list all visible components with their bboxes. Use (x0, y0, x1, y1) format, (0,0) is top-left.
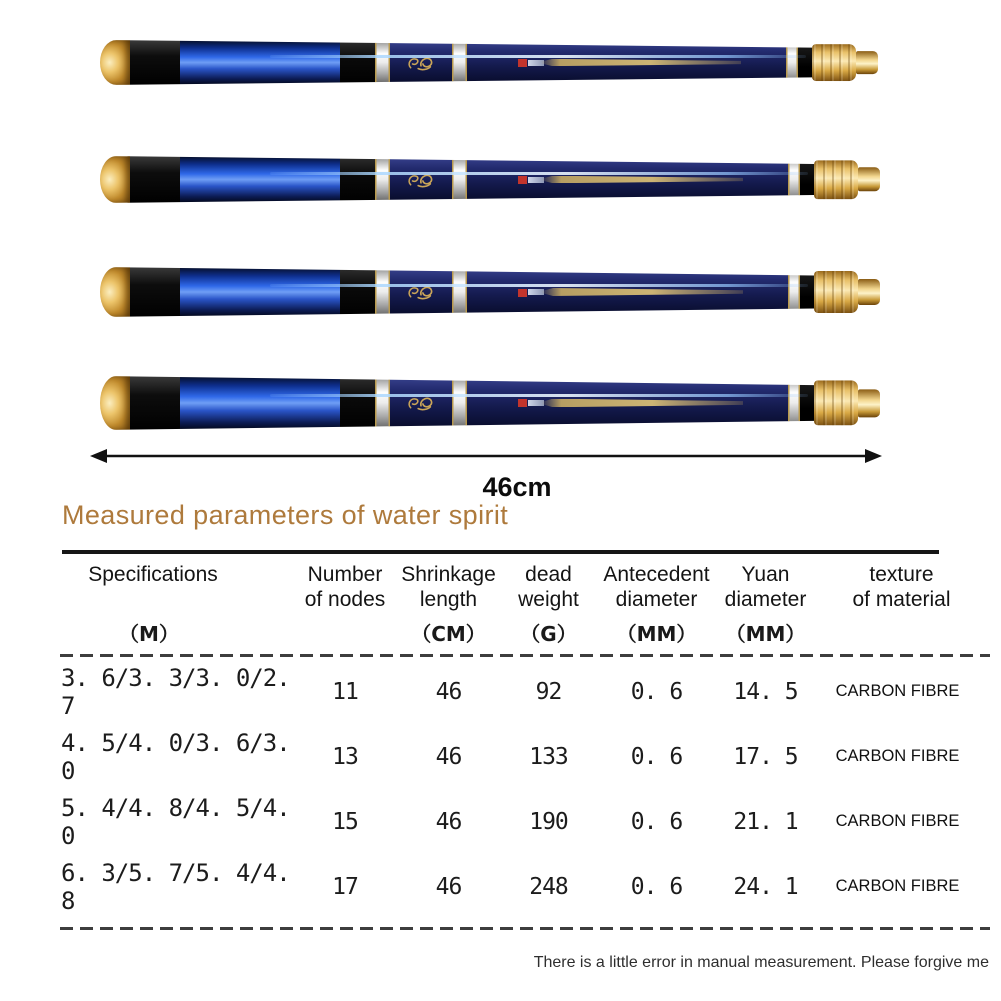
unit-cell: （MM） (725, 622, 806, 646)
table-body (60, 659, 990, 919)
table-cell: 190 (529, 808, 568, 835)
fishing-rod-1 (100, 40, 878, 85)
unit-cell: （MM） (616, 622, 697, 646)
measurement-label: 46cm (482, 472, 552, 502)
column-header-shrinkage-length: Shrinkage length (401, 563, 496, 611)
rod-butt-cap (100, 40, 130, 85)
rod-grip-blue (180, 40, 340, 85)
rod-grip-blue (180, 156, 340, 203)
rod-gold-tip (814, 271, 880, 313)
section-title: Measured parameters of water spirit (62, 500, 509, 530)
brand-logo-icon (405, 170, 437, 190)
spec-table (60, 550, 990, 930)
table-cell: CARBON FIBRE (835, 877, 960, 895)
table-cell: 13 (332, 743, 358, 770)
rod-end-silver-ring (788, 156, 800, 203)
table-cell: 46 (435, 678, 462, 705)
rod-grip-black (130, 156, 180, 203)
rod-red-marking (518, 289, 527, 297)
rod-gold-marking (541, 288, 743, 296)
rod-end-black-ring (800, 376, 814, 430)
rod-end-silver-ring (788, 376, 800, 430)
rod-silver-ring (375, 267, 390, 317)
rod-gold-marking (540, 59, 741, 66)
rod-silver-ring (452, 40, 467, 85)
table-cell: 14. 5 (733, 678, 798, 705)
rod-silver-ring (452, 156, 467, 203)
rod-black-band (340, 267, 375, 317)
rod-gold-tip-cone (814, 380, 858, 425)
brand-logo-icon (405, 282, 437, 302)
table-cell: 15 (332, 808, 358, 835)
rod-body (100, 40, 812, 85)
column-header-dead-weight: dead weight (518, 563, 579, 611)
rod-end-black-ring (798, 40, 812, 85)
table-cell: CARBON FIBRE (835, 682, 960, 700)
rod-body (100, 156, 814, 203)
rod-gold-tip-cone (814, 160, 858, 199)
fishing-rod-3 (100, 267, 880, 317)
rod-gold-tip-end (856, 51, 878, 74)
rod-silver-ring (452, 376, 467, 430)
rod-logo-section (390, 40, 452, 85)
rod-end-silver-ring (786, 40, 798, 85)
column-header-number-of-nodes: Number of nodes (304, 563, 386, 611)
rod-silver-ring (375, 40, 390, 85)
table-cell: 0. 6 (630, 808, 683, 835)
rod-gold-marking (541, 399, 743, 408)
unit-cell (290, 612, 400, 648)
table-cell: 21. 1 (733, 808, 798, 835)
table-cell: 11 (332, 678, 358, 705)
rod-butt-cap (100, 156, 130, 203)
column-header-specifications: Specifications (88, 563, 218, 586)
rod-gold-tip (814, 160, 880, 199)
rod-blank-navy (467, 267, 788, 317)
rod-gold-tip-end (858, 389, 880, 417)
rod-body (100, 267, 814, 317)
rod-grip-black (130, 40, 180, 85)
double-arrow-icon (90, 444, 882, 468)
table-header-row (60, 554, 990, 612)
table-cell: 24. 1 (733, 873, 798, 900)
table-cell: 3. 6/3. 3/3. 0/2. 7 (61, 663, 290, 720)
table-cell: 17 (332, 873, 358, 900)
rod-black-band (340, 376, 375, 430)
table-cell: 133 (529, 743, 568, 770)
table-bottom-border (60, 927, 990, 930)
rod-logo-section (390, 267, 452, 317)
rod-blank-navy (467, 376, 788, 430)
table-cell: 0. 6 (630, 678, 683, 705)
rod-butt-cap (100, 376, 130, 430)
rod-gold-tip-cone (814, 271, 858, 313)
brand-logo-icon (405, 393, 437, 413)
rod-black-band (340, 40, 375, 85)
rod-grip-black (130, 267, 180, 317)
rod-gold-tip-end (858, 167, 880, 191)
rod-red-marking (518, 176, 527, 184)
rod-grip-blue (180, 376, 340, 430)
rod-gold-tip-cone (812, 44, 856, 82)
table-cell: CARBON FIBRE (835, 812, 960, 830)
rod-blank-navy (467, 156, 788, 203)
table-cell: CARBON FIBRE (835, 747, 960, 765)
column-header-yuan-diameter: Yuan diameter (724, 563, 807, 611)
rod-silver-ring (375, 156, 390, 203)
rod-gold-marking (541, 176, 743, 184)
unit-cell (818, 612, 985, 648)
table-cell: 5. 4/4. 8/4. 5/4. 0 (61, 793, 290, 850)
table-cell: 248 (529, 873, 568, 900)
table-cell: 0. 6 (630, 873, 683, 900)
rod-silver-ring (375, 376, 390, 430)
table-row (60, 659, 990, 724)
rod-grip-black (130, 376, 180, 430)
table-units-row (60, 612, 990, 648)
fishing-rod-2 (100, 156, 880, 203)
column-header-texture: texture of material (852, 563, 951, 611)
table-cell: 4. 5/4. 0/3. 6/3. 0 (61, 728, 290, 785)
rod-gold-tip-end (858, 279, 880, 305)
table-row (60, 789, 990, 854)
table-cell: 46 (435, 873, 462, 900)
rod-end-black-ring (800, 156, 814, 203)
brand-logo-icon (405, 53, 437, 73)
unit-cell: （G） (520, 622, 577, 646)
rod-silver-ring (452, 267, 467, 317)
length-measurement (90, 444, 882, 503)
rod-end-silver-ring (788, 267, 800, 317)
rod-blank-navy (467, 40, 786, 85)
unit-cell: （M） (119, 622, 179, 646)
disclaimer-note: There is a little error in manual measurement. Please forgive me (533, 954, 989, 971)
rod-red-marking (518, 59, 527, 67)
table-row (60, 724, 990, 789)
rod-red-marking (518, 399, 527, 407)
table-cell: 46 (435, 808, 462, 835)
table-cell: 46 (435, 743, 462, 770)
rod-body (100, 376, 814, 430)
table-cell: 17. 5 (733, 743, 798, 770)
rod-grip-blue (180, 267, 340, 317)
table-header-divider (60, 654, 990, 657)
rod-logo-section (390, 376, 452, 430)
table-cell: 6. 3/5. 7/5. 4/4. 8 (61, 858, 290, 915)
table-row (60, 854, 990, 919)
column-header-antecedent-diameter: Antecedent diameter (603, 563, 710, 611)
table-cell: 92 (535, 678, 562, 705)
rod-gold-tip (812, 44, 878, 82)
rod-gold-tip (814, 380, 880, 425)
rod-logo-section (390, 156, 452, 203)
fishing-rod-4 (100, 376, 880, 430)
rod-end-black-ring (800, 267, 814, 317)
table-cell: 0. 6 (630, 743, 683, 770)
rod-butt-cap (100, 267, 130, 317)
rod-black-band (340, 156, 375, 203)
unit-cell: （CM） (411, 622, 486, 646)
